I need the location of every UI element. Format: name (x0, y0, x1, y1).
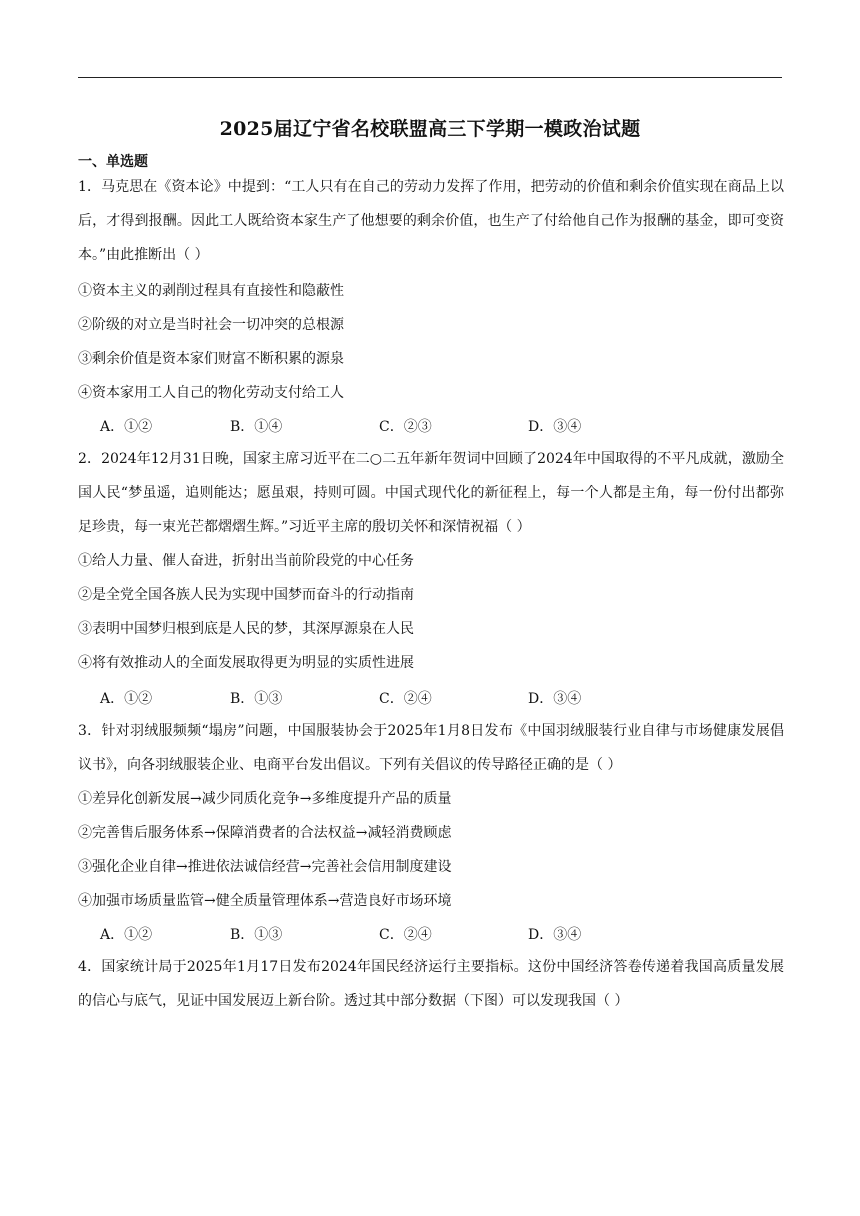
option-a[interactable]: A．①② (100, 419, 153, 435)
question-1-stem: 1．马克思在《资本论》中提到：“工人只有在自己的劳动力发挥了作用，把劳动的价值和剩余价值实现在商品上以后，才得到报酬。因此工人既给资本家生产了他想要的剩余价值，也生产了付给他自己作为报酬的基金，即可变资本。”由此推断出（ ） (78, 179, 784, 263)
option-b[interactable]: B．①④ (230, 419, 283, 435)
section-heading: 一、单选题 (78, 154, 148, 170)
question-2-options (100, 688, 784, 708)
question-1-options (100, 416, 784, 436)
question-1-item-3: ③剩余价值是资本家们财富不断积累的源泉 (78, 351, 344, 367)
question-3-item-2: ②完善售后服务体系→保障消费者的合法权益→减轻消费顾虑 (78, 825, 452, 841)
question-3-options (100, 924, 784, 944)
option-b[interactable]: B．①③ (230, 691, 283, 707)
option-d[interactable]: D．③④ (528, 419, 582, 435)
question-3-stem: 3．针对羽绒服频频“塌房”问题，中国服装协会于2025年1月8日发布《中国羽绒服装行业自律与市场健康发展倡议书》，向各羽绒服装企业、电商平台发出倡议。下列有关倡议的传导路径正确的是（ ） (78, 723, 784, 773)
question-2-stem: 2．2024年12月31日晚，国家主席习近平在二○二五年新年贺词中回顾了2024年中国取得的不平凡成就，激励全国人民“梦虽遥，追则能达；愿虽艰，持则可圆。中国式现代化的新征程上，每一个人都是主角，每一份付出都弥足珍贵，每一束光芒都熠熠生辉。”习近平主席的殷切关怀和深情祝福（ ） (78, 451, 784, 535)
question-2-item-3: ③表明中国梦归根到底是人民的梦，其深厚源泉在人民 (78, 621, 414, 637)
header-rule (78, 77, 782, 78)
option-d[interactable]: D．③④ (528, 927, 582, 943)
question-2-item-1: ①给人力量、催人奋进，折射出当前阶段党的中心任务 (78, 553, 414, 569)
question-2-item-4: ④将有效推动人的全面发展取得更为明显的实质性进展 (78, 655, 414, 671)
question-1-item-2: ②阶级的对立是当时社会一切冲突的总根源 (78, 317, 344, 333)
question-1-item-1: ①资本主义的剥削过程具有直接性和隐蔽性 (78, 283, 344, 299)
page-title: 2025届辽宁省名校联盟高三下学期一模政治试题 (219, 118, 641, 140)
option-a[interactable]: A．①② (100, 691, 153, 707)
option-c[interactable]: C．②④ (379, 691, 432, 707)
question-4-stem: 4．国家统计局于2025年1月17日发布2024年国民经济运行主要指标。这份中国经济答卷传递着我国高质量发展的信心与底气，见证中国发展迈上新台阶。透过其中部分数据（下图）可以发现我国（ ） (78, 959, 784, 1009)
option-c[interactable]: C．②③ (379, 419, 432, 435)
question-3-item-1: ①差异化创新发展→减少同质化竞争→多维度提升产品的质量 (78, 791, 452, 807)
option-d[interactable]: D．③④ (528, 691, 582, 707)
question-1-item-4: ④资本家用工人自己的物化劳动支付给工人 (78, 385, 344, 401)
question-2-item-2: ②是全党全国各族人民为实现中国梦而奋斗的行动指南 (78, 587, 414, 603)
question-3-item-3: ③强化企业自律→推进依法诚信经营→完善社会信用制度建设 (78, 859, 452, 875)
option-b[interactable]: B．①③ (230, 927, 283, 943)
option-c[interactable]: C．②④ (379, 927, 432, 943)
option-a[interactable]: A．①② (100, 927, 153, 943)
question-3-item-4: ④加强市场质量监管→健全质量管理体系→营造良好市场环境 (78, 893, 452, 909)
